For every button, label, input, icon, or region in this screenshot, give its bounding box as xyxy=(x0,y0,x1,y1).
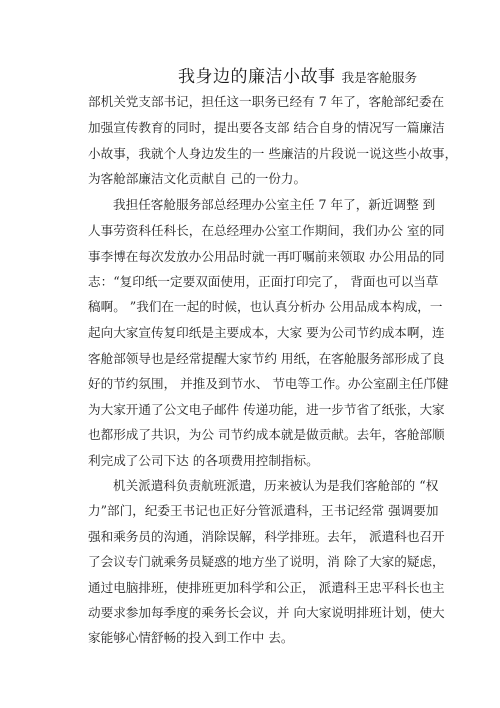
paragraph-line: 志：“复印纸一定要双面使用，正面打印完了， 背面也可以当草 xyxy=(88,274,439,289)
paragraph-line: 起向大家宣传复印纸是主要成本，大家 要为公司节约成本啊，连 xyxy=(88,325,445,340)
paragraph-line: 加强宣传教育的同时，提出要各支部 结合自身的情况写一篇廉洁 xyxy=(88,120,445,135)
paragraph-line: 好的节约氛围， 并推及到节水、 节电等工作。办公室副主任邝健 xyxy=(88,376,449,391)
paragraph-line: 家能够心情舒畅的投入到工作中 去。 xyxy=(88,630,294,645)
paragraph-line: 部机关党支部书记，担任这一职务已经有 7 年了，客舱部纪委在 xyxy=(88,94,445,109)
paragraph-line: 客舱部领导也是经常提醒大家节约 用纸，在客舱服务部形成了良 xyxy=(88,351,445,366)
paragraph-line: 强和乘务员的沟通，消除误解，科学排班。去年， 派遣科也召开 xyxy=(88,529,445,544)
paragraph-line: 事李博在每次发放办公用品时就一再叮嘱前来领取 办公用品的同 xyxy=(88,249,445,264)
paragraph-line: 动要求参加每季度的乘务长会议，并 向大家说明排班计划，使大 xyxy=(88,605,445,620)
paragraph-line: 我担任客舱服务部总经理办公室主任 7 年了，新近调整 到 xyxy=(113,197,436,212)
paragraph-line: 为大家开通了公文电子邮件 传递功能，进一步节省了纸张，大家 xyxy=(88,402,445,417)
paragraph-line: 为客舱部廉洁文化贡献自 己的一份力。 xyxy=(88,171,307,186)
paragraph-line: 我是客舱服务 xyxy=(341,70,418,85)
title-row xyxy=(178,62,417,87)
paragraph-line: 利完成了公司下达 的各项费用控制指标。 xyxy=(88,453,319,468)
paragraph-line: 了会议专门就乘务员疑惑的地方坐了说明，消 除了大家的疑虑， xyxy=(88,554,445,569)
document-title: 我身边的廉洁小故事 xyxy=(178,67,336,87)
paragraph-line: 机关派遣科负责航班派遣，历来被认为是我们客舱部的 “权 xyxy=(113,478,439,493)
paragraph-line: 也都形成了共识，为公 司节约成本就是做贡献。去年，客舱部顺 xyxy=(88,427,445,442)
paragraph-line: 通过电脑排班，使排班更加科学和公正， 派遣科王忠平科长也主 xyxy=(88,580,445,595)
paragraph-line: 力”部门，纪委王书记也正好分管派遣科，王书记经常 强调要加 xyxy=(88,503,439,518)
paragraph-line: 人事劳资科任科长，在总经理办公室工作期间，我们办公 室的同 xyxy=(88,223,445,238)
paragraph-line: 稿啊。 ”我们在一起的时候，也认真分析办 公用品成本构成，一 xyxy=(88,299,443,314)
paragraph-line: 小故事，我就个人身边发生的一 些廉洁的片段说一说这些小故事， xyxy=(88,146,458,161)
